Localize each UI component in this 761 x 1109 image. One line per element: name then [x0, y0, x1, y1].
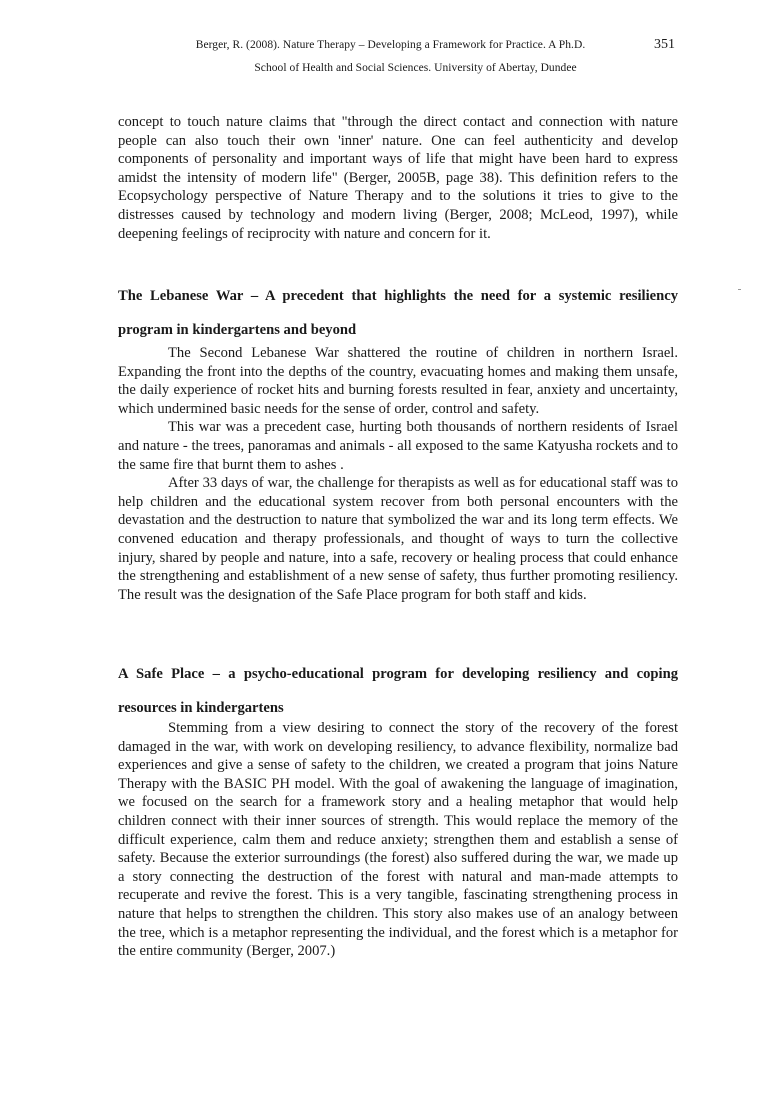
intro-paragraph	[118, 113, 678, 243]
paragraph-text: After 33 days of war, the challenge for therapists as well as for educational staff was to help children and the educational system recover from both personal encounters with the devastation and the destruction to nature that symbolized the war and its long term effects. We convened education and therapy professionals, and thought of ways to turn the collective injury, shared by people and nature, into a safe, recovery or healing process that could enhance the strengthening and establishment of a new sense of safety, thus further promoting resiliency. The result was the designation of the Safe Place program for both staff and kids.	[118, 475, 678, 603]
running-header-citation: Berger, R. (2008). Nature Therapy – Developing a Framework for Practice. A Ph.D.	[195, 39, 586, 51]
scan-speck	[738, 289, 741, 290]
running-header-institution: School of Health and Social Sciences. University of Abertay, Dundee	[254, 62, 577, 74]
page-number: 351	[654, 37, 675, 52]
paragraph-text: The Second Lebanese War shattered the routine of children in northern Israel. Expanding the front into the depths of the country, evacuating homes and making them unsafe, the daily experience of rocket hits and burning forests resulted in fear, anxiety and uncertainty, which undermined basic needs for the sense of order, control and safety.	[118, 345, 678, 417]
section-body-safe-place	[118, 719, 678, 961]
paragraph-text: concept to touch nature claims that "through the direct contact and connection with nature people can also touch their own 'inner' nature. One can feel authenticity and develop components of personality and important ways of life that might have been hard to express amidst the intensity of modern life" (Berger, 2005B, page 38). This definition refers to the Ecopsychology perspective of Nature Therapy and to the solutions it tries to give to the distresses caused by technology and modern living (Berger, 2008; McLeod, 1997), while deepening feelings of reciprocity with nature and concern for it.	[118, 114, 678, 242]
paragraph-text: This war was a precedent case, hurting both thousands of northern residents of Israel and nature - the trees, panoramas and animals - all exposed to the same Katyusha rockets and to the same fire that burnt them to ashes .	[118, 419, 678, 473]
section-body-lebanese-war	[118, 344, 678, 604]
section-heading-safe-place: A Safe Place – a psycho-educational program for developing resiliency and coping resources in kindergartens	[118, 666, 678, 716]
paragraph-text: Stemming from a view desiring to connect the story of the recovery of the forest damaged in the war, with work on developing resiliency, to advance flexibility, normalize bad experiences and give a sense of safety to the children, we created a program that joins Nature Therapy with the BASIC PH model. With the goal of awakening the language of imagination, we focused on the search for a framework story and a healing metaphor that would help children connect with their inner sources of strength. This would replace the memory of the difficult experience, calm them and reduce anxiety; strengthen them and establish a sense of safety. Because the exterior surroundings (the forest) also suffered during the war, we made up a story connecting the destruction of the forest with natural and man-made attempts to recuperate and revive the forest. This is a very tangible, fascinating strengthening process in nature that helps to strengthen the children. This story also makes use of an analogy between the tree, which is a metaphor representing the individual, and the forest which is a metaphor for the entire community (Berger, 2007.)	[118, 720, 678, 960]
section-heading-lebanese-war: The Lebanese War – A precedent that highlights the need for a systemic resiliency program in kindergartens and beyond	[118, 288, 678, 338]
